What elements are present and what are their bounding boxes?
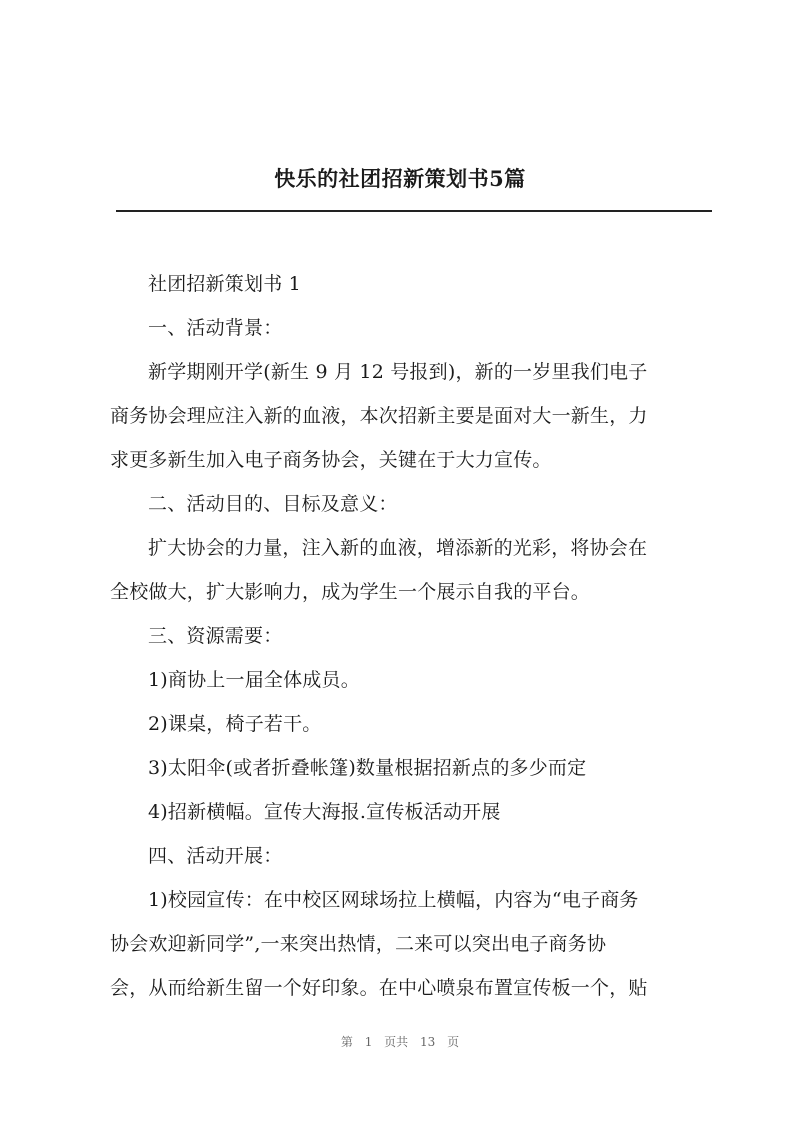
body-line: 1)商协上一届全体成员。 <box>148 669 360 691</box>
document-body <box>110 270 710 1018</box>
body-line: 二、活动目的、目标及意义： <box>148 493 398 515</box>
body-line: 协会欢迎新同学”,一来突出热情，二来可以突出电子商务协 <box>110 933 607 955</box>
body-line: 四、活动开展： <box>148 845 283 867</box>
body-line: 3)太阳伞(或者折叠帐篷)数量根据招新点的多少而定 <box>148 757 587 779</box>
body-line: 4)招新横幅。宣传大海报.宣传板活动开展 <box>148 801 501 823</box>
body-line: 全校做大，扩大影响力，成为学生一个展示自我的平台。 <box>110 581 591 603</box>
body-line: 商务协会理应注入新的血液，本次招新主要是面对大一新生，力 <box>110 405 648 427</box>
body-line: 新学期刚开学(新生 9 月 12 号报到)，新的一岁里我们电子 <box>148 361 648 383</box>
body-line: 会，从而给新生留一个好印象。在中心喷泉布置宣传板一个，贴 <box>110 977 648 999</box>
body-line: 扩大协会的力量，注入新的血液，增添新的光彩，将协会在 <box>148 537 648 559</box>
title-divider <box>116 210 712 212</box>
page-footer: 第 1 页共 13 页 <box>340 1035 460 1049</box>
body-line: 三、资源需要： <box>148 625 283 647</box>
body-line: 2)课桌，椅子若干。 <box>148 713 322 735</box>
body-line: 求更多新生加入电子商务协会，关键在于大力宣传。 <box>110 449 552 471</box>
body-line: 一、活动背景： <box>148 317 283 339</box>
body-line: 社团招新策划书 1 <box>148 273 301 295</box>
body-line: 1)校园宣传：在中校区网球场拉上横幅，内容为“电子商务 <box>148 889 639 911</box>
document-title: 快乐的社团招新策划书5篇 <box>274 166 526 191</box>
